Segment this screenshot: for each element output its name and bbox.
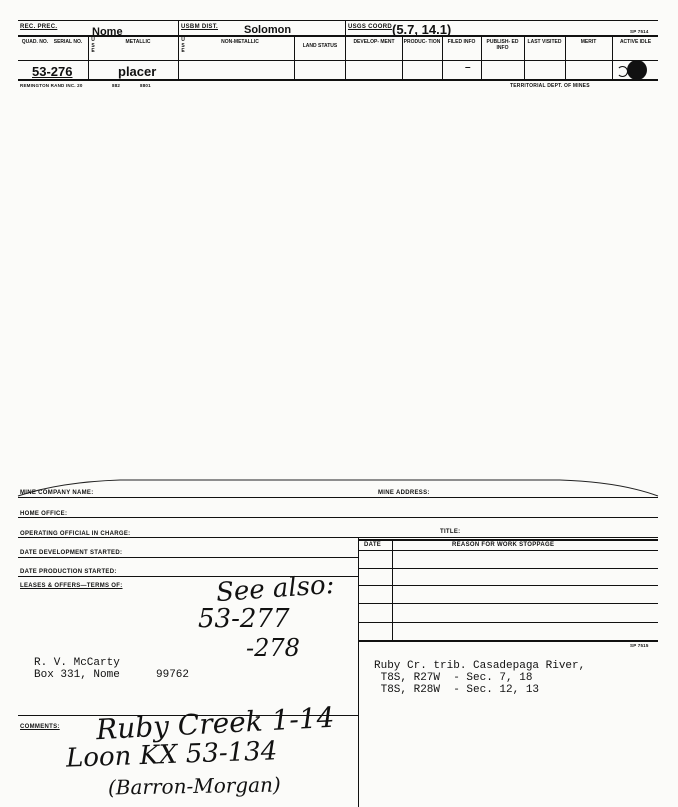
col-development: DEVELOP- MENT	[353, 39, 395, 45]
divider	[358, 640, 658, 642]
location-line: T8S, R28W - Sec. 12, 13	[374, 684, 540, 696]
divider	[345, 35, 346, 79]
form-number: SP 7515	[630, 643, 649, 648]
divider	[358, 568, 658, 569]
divider	[18, 517, 658, 518]
divider	[345, 20, 346, 35]
divider	[358, 603, 658, 604]
form-number: SP 7514	[630, 29, 649, 34]
col-non-metallic: NON-METALLIC	[221, 39, 259, 45]
col-filed-info: FILED INFO	[447, 39, 476, 45]
divider	[358, 622, 658, 623]
divider	[178, 35, 179, 79]
department-name: TERRITORIAL DEPT. OF MINES	[510, 83, 590, 89]
filed-info-mark: –	[465, 62, 471, 73]
comment-handwriting: (Barron-Morgan)	[107, 772, 281, 800]
col-metallic: METALLIC	[125, 39, 151, 45]
divider	[18, 497, 658, 498]
divider	[18, 79, 658, 81]
location-line: Ruby Cr. trib. Casadepaga River,	[374, 660, 586, 672]
owner-address: Box 331, Nome	[34, 669, 120, 681]
card-edge	[0, 476, 678, 498]
divider	[18, 557, 358, 558]
divider	[178, 20, 179, 35]
home-office-label: HOME OFFICE:	[20, 511, 68, 517]
usgs-coord-value: (5.7, 14.1)	[392, 22, 452, 37]
comments-label: COMMENTS:	[20, 724, 60, 730]
col-published-info: PUBLISH- ED INFO	[486, 39, 519, 51]
divider	[358, 537, 359, 807]
usgs-coord-label: USGS COORD	[348, 24, 393, 30]
printer-number: 882	[112, 83, 121, 88]
rec-prec-value: Nome	[92, 26, 123, 38]
owner-name: R. V. McCarty	[34, 657, 120, 669]
col-merit: MERIT	[580, 39, 597, 45]
divider	[88, 35, 89, 79]
usbm-dist-label: USBM DIST.	[181, 24, 219, 30]
date-col-label: DATE	[364, 542, 382, 548]
operating-official-label: OPERATING OFFICIAL IN CHARGE:	[20, 531, 131, 537]
col-land-status: LAND STATUS	[302, 43, 338, 49]
divider	[358, 585, 658, 586]
date-development-label: DATE DEVELOPMENT STARTED:	[20, 550, 123, 556]
divider	[18, 20, 658, 21]
usbm-dist-value: Solomon	[244, 24, 292, 36]
see-also-ref: 53-277	[198, 604, 290, 634]
rec-prec-label: REC. PREC.	[20, 24, 58, 30]
divider	[18, 60, 658, 61]
leases-offers-label: LEASES & OFFERS—TERMS OF:	[20, 583, 123, 589]
divider	[392, 539, 393, 641]
comment-handwriting: Ruby Creek 1-14	[95, 700, 336, 747]
divider	[358, 550, 658, 551]
location-line: T8S, R27W - Sec. 7, 18	[374, 672, 533, 684]
printer-number: 8801	[140, 83, 151, 88]
printer-note: REMINGTON RAND INC. 20	[20, 83, 83, 88]
col-active-idle: ACTIVE IDLE	[619, 39, 652, 45]
col-serial-no: SERIAL NO.	[53, 39, 83, 45]
see-also-ref: -278	[246, 634, 300, 662]
col-production: PRODUC- TION	[403, 39, 441, 45]
reason-col-label: REASON FOR WORK STOPPAGE	[452, 542, 555, 548]
quad-serial-value: 53-276	[32, 64, 73, 79]
comment-handwriting: Loon KX 53-134	[65, 736, 278, 774]
see-also-note: See also:	[215, 569, 336, 609]
mine-company-label: MINE COMPANY NAME:	[20, 490, 94, 496]
owner-zip: 99762	[156, 669, 190, 681]
metallic-value: placer	[118, 64, 157, 79]
divider	[294, 35, 295, 79]
date-production-label: DATE PRODUCTION STARTED:	[20, 569, 117, 575]
col-quad-no: QUAD. NO.	[21, 39, 49, 45]
divider	[358, 539, 658, 541]
col-last-visited: LAST VISITED	[527, 39, 562, 45]
col-use-left: U S E	[91, 37, 95, 54]
divider	[18, 537, 658, 538]
mine-address-label: MINE ADDRESS:	[378, 490, 430, 496]
col-use-right: U S E	[181, 37, 185, 54]
title-label: TITLE:	[440, 529, 461, 535]
active-dot-icon	[627, 60, 647, 80]
